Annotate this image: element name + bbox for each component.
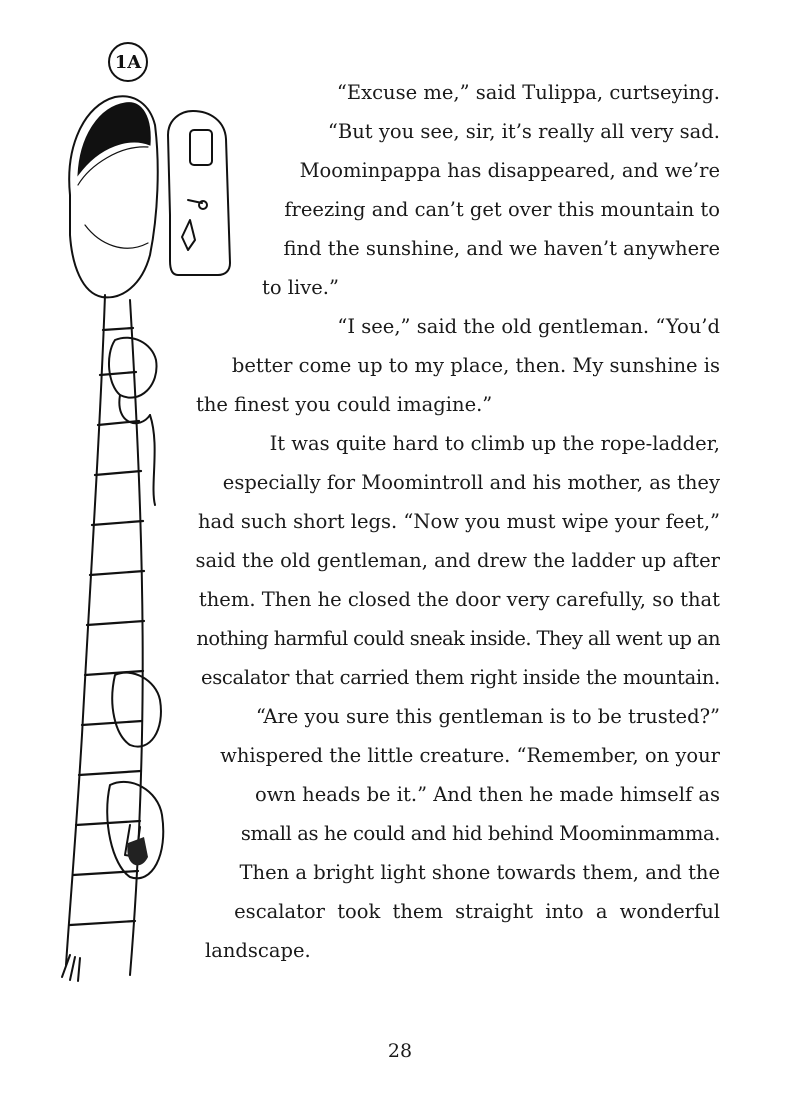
text-line: whispered the little creature. “Remember, on your	[220, 744, 720, 767]
text-line: “Excuse me,” said Tulippa, curtseying.	[336, 81, 720, 104]
text-line: find the sunshine, and we haven’t anywhere	[283, 237, 720, 260]
text-line: landscape.	[205, 939, 311, 962]
door	[168, 111, 230, 275]
text-line: small as he could and hid behind Moominmamma.	[240, 822, 720, 845]
page-number: 28	[387, 1040, 413, 1062]
text-line: had such short legs. “Now you must wipe your feet,”	[198, 510, 720, 533]
text-line: “I see,” said the old gentleman. “You’d	[337, 315, 720, 338]
text-line: better come up to my place, then. My sunshine is	[231, 354, 720, 377]
text-line: the finest you could imagine.”	[196, 393, 493, 416]
text-line: said the old gentleman, and drew the ladder up after	[195, 549, 720, 572]
text-line: escalator took them straight into a wonderful	[234, 900, 720, 923]
text-line: “But you see, sir, it’s really all very sad.	[327, 120, 720, 143]
text-line: especially for Moomintroll and his mother, as they	[222, 471, 720, 494]
text-line: to live.”	[262, 276, 339, 299]
chapter-badge: 1A	[108, 42, 148, 82]
text-line: Then a bright light shone towards them, and the	[239, 861, 720, 884]
text-line: It was quite hard to climb up the rope-ladder,	[269, 432, 720, 455]
text-line: own heads be it.” And then he made himself as	[254, 783, 720, 806]
text-line: freezing and can’t get over this mountain to	[284, 198, 720, 221]
ladder-right-rope	[130, 300, 143, 975]
text-line: escalator that carried them right inside the mountain.	[200, 666, 720, 689]
creature-middle	[112, 673, 161, 747]
ladder-left-rope	[66, 295, 105, 965]
text-line: “Are you sure this gentleman is to be trusted?”	[255, 705, 720, 728]
text-line: nothing harmful could sneak inside. They all went up an	[196, 627, 720, 650]
text-line: Moominpappa has disappeared, and we’re	[299, 159, 720, 182]
text-line: them. Then he closed the door very carefully, so that	[198, 588, 720, 611]
